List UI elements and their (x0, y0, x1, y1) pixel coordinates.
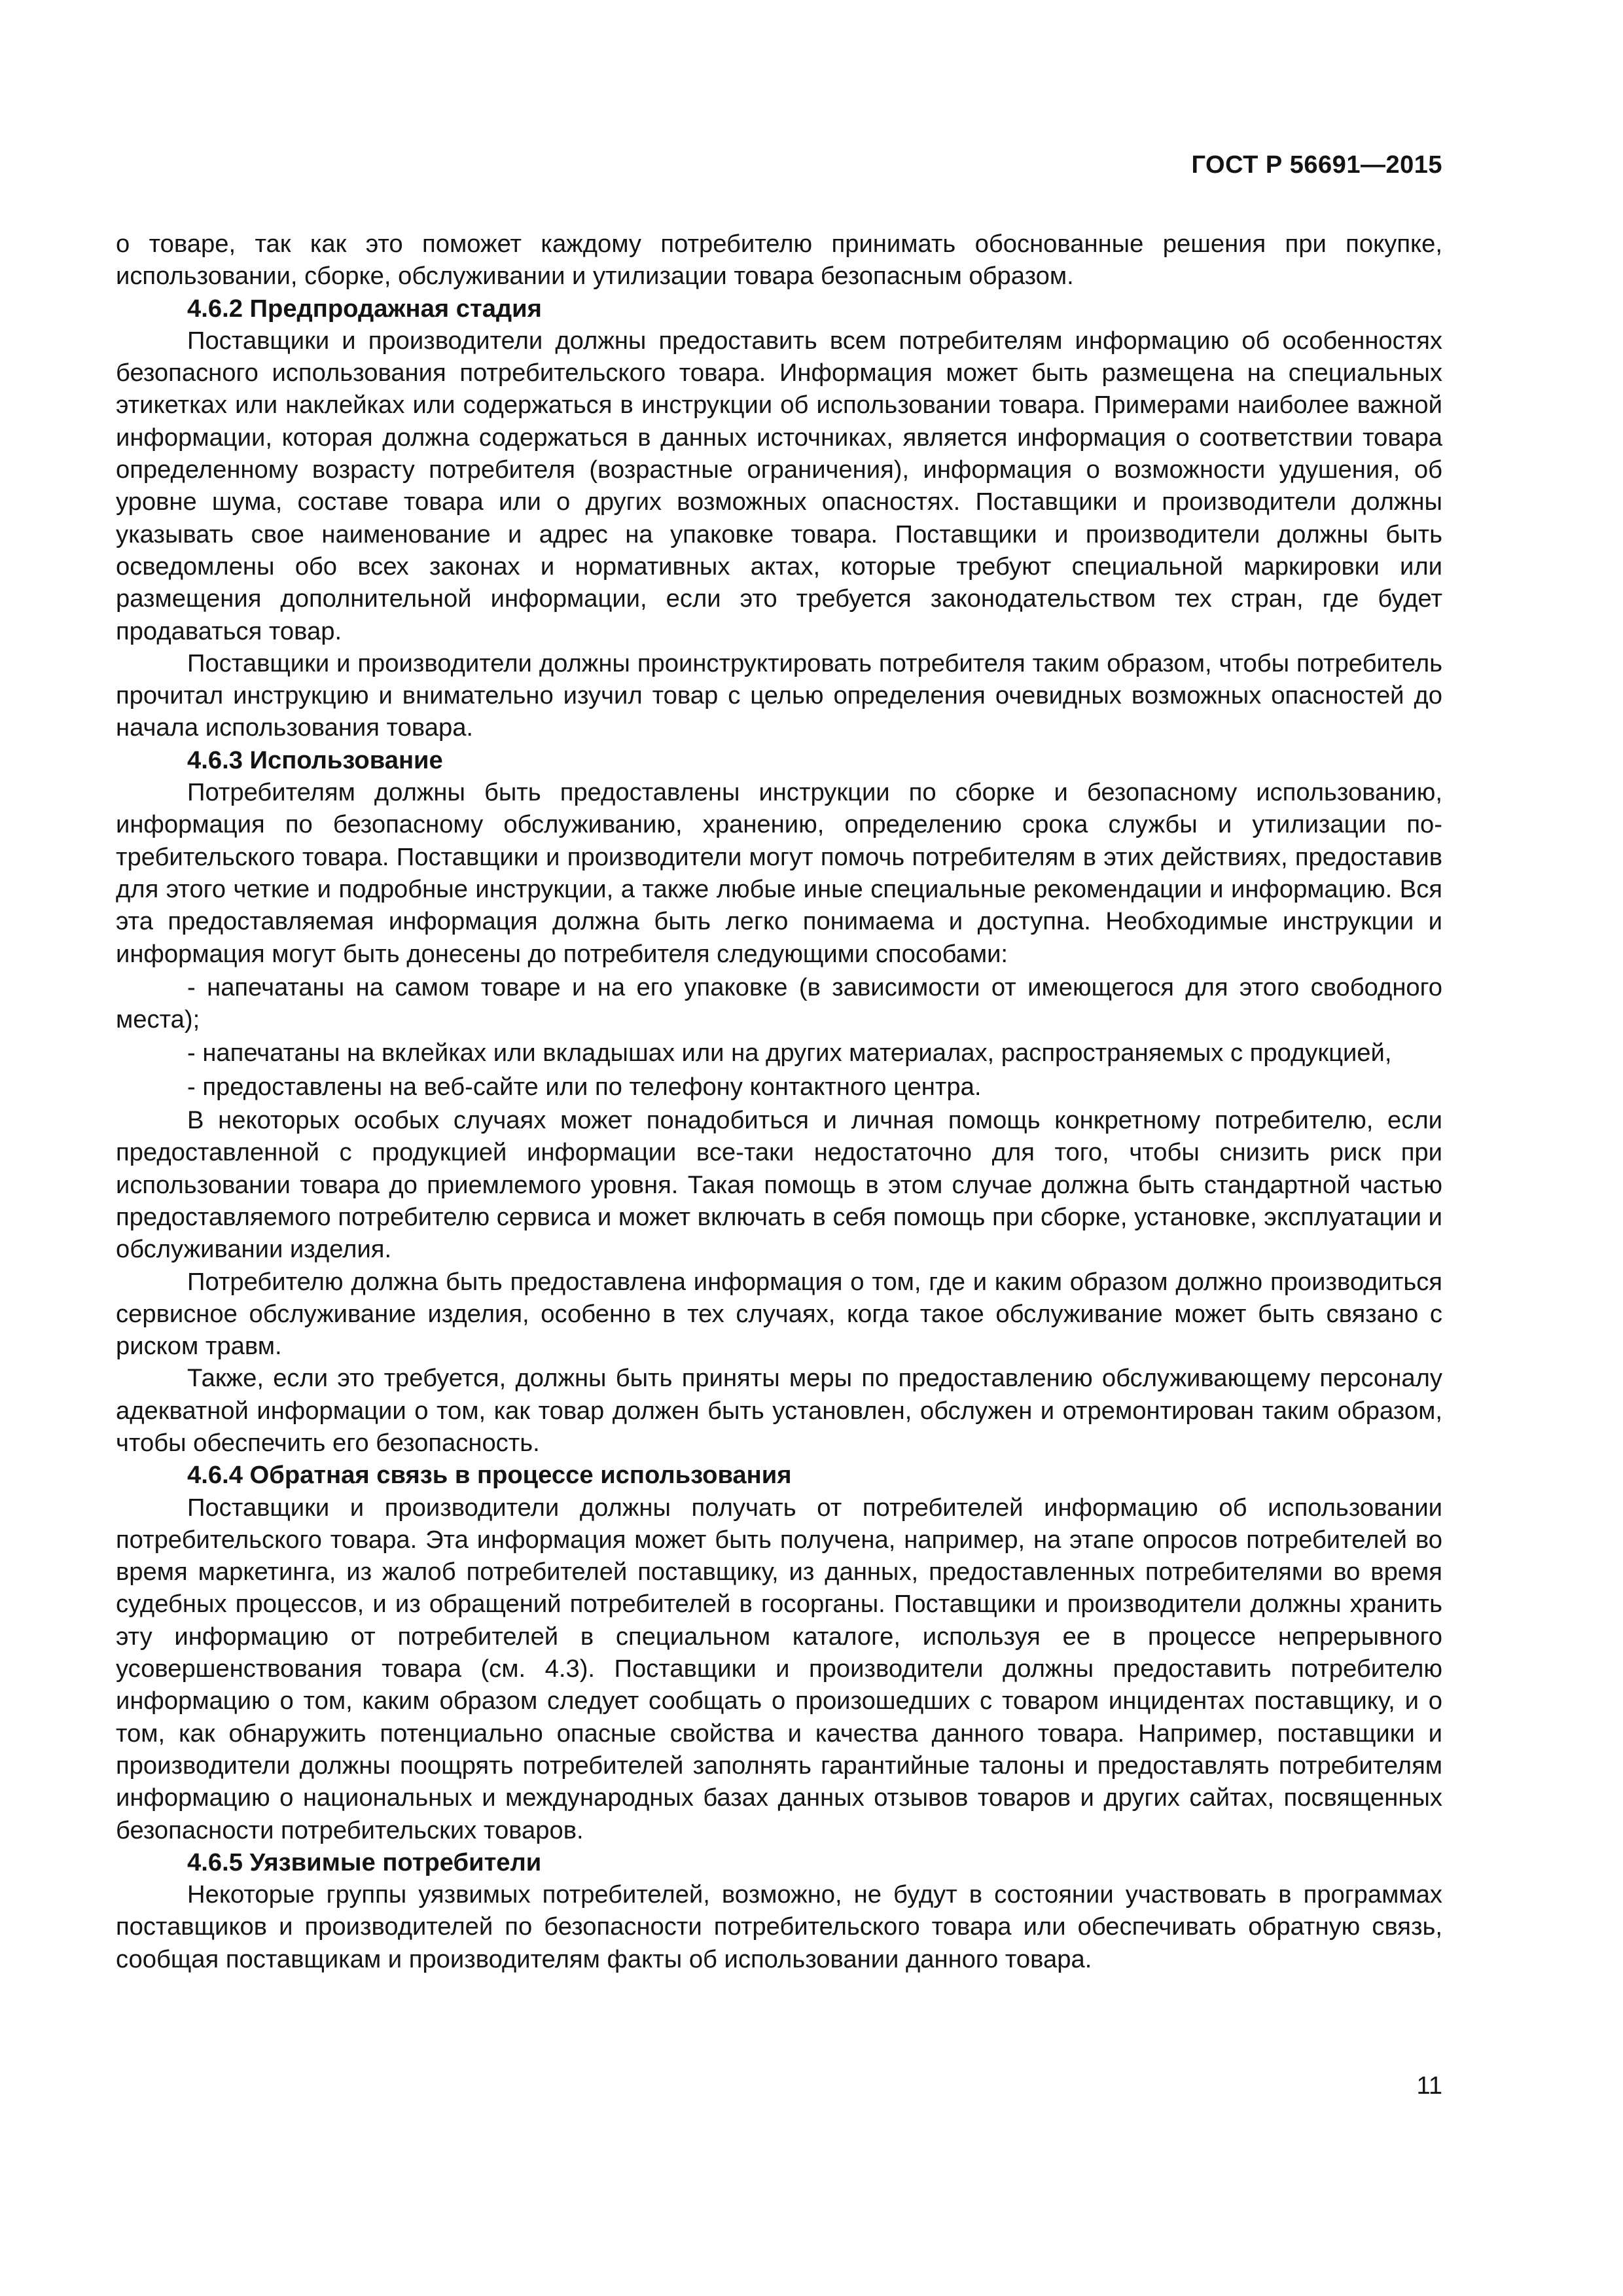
list-item-printed-on-inserts: - напечатаны на вклейках или вкладышах или на других материалах, распространяемых с продукцией, (187, 1039, 1392, 1067)
section-heading-4-6-2: 4.6.2 Предпродажная стадия (187, 294, 542, 323)
paragraph-4-6-2-a: Поставщики и производители должны предоставить всем потребителям информацию об особенностях безопасного использования потребительского товара. Информация может быть размещена на специальных этикетках или наклейках или содержаться в инструкции об использовании товара. Примерами наиболее важной информации, которая должна содержаться в данных источниках, является информация о соответствии товара определенному возрасту потребителя (возрастные ограничения), информация о возможности удушения, об уровне шума, составе товара или о других возможных опасностях. Поставщики и производители должны указывать свое наименование и адрес на упаковке товара. Поставщики и производители должны быть осведомлены обо всех законах и нормативных актах, которые требуют специальной маркировки или размещения дополнительной информации, если это требуется законодательством тех стран, где будет продаваться товар. (116, 326, 1442, 645)
paragraph-intro: о товаре, так как это поможет каждому потребителю принимать обоснованные решения при покупке, использовании, сборке, обслуживании и утилизации товара безопасным образом. (116, 230, 1442, 291)
paragraph-4-6-3-d: Также, если это требуется, должны быть приняты меры по предоставлению обслуживающему персоналу адекватной информации о том, как товар должен быть установлен, обслужен и отремонтирован таким образом, чтобы обеспечить его безопасность. (116, 1364, 1442, 1457)
paragraph-4-6-3-b: В некоторых особых случаях может понадобиться и личная помощь конкретному потребителю, если предоставленной с продукцией информации все-таки недостаточно для того, чтобы снизить риск при использовании товара до приемлемого уровня. Такая помощь в этом случае должна быть стандартной частью предоставляемого потребителю сервиса и может включать в себя помощь при сборке, установке, эксплуатации и обслуживании изделия. (116, 1106, 1442, 1264)
document-body (116, 228, 1442, 1975)
paragraph-4-6-3-c: Потребителю должна быть предоставлена информация о том, где и каким образом должно производиться сервисное обслуживание изделия, особенно в тех случаях, когда такое обслуживание может быть связано с риском травм. (116, 1267, 1442, 1361)
paragraph-4-6-4: Поставщики и производители должны получать от потребителей информацию об использовании потребительского товара. Эта информация может быть получена, например, на этапе опросов потребителей во время маркетинга, из жалоб потребителей поставщику, из данных, предоставленных потребителями во время судебных процессов, и из обращений потребителей в госорганы. Поставщики и производители должны хранить эту информацию от потребителей в специальном каталоге, используя ее в процессе непрерывного усовершенствования товара (см. 4.3). Поставщики и производители должны предоставить потребителю информацию о том, каким образом следует сообщать о произошедших с товаром инцидентах поставщику, и о том, как обнаружить потенциально опасные свойства и качества данного товара. Например, поставщики и производители должны поощрять потребителей заполнять гарантийные талоны и предоставлять потребителям информацию о национальных и международных базах данных отзывов товаров и других сайтах, посвященных безопасности потребительских товаров. (116, 1493, 1442, 1844)
document-code: ГОСТ Р 56691—2015 (1191, 151, 1442, 179)
section-heading-4-6-5: 4.6.5 Уязвимые потребители (187, 1848, 542, 1876)
section-heading-4-6-3: 4.6.3 Использование (187, 745, 443, 774)
paragraph-4-6-2-b: Поставщики и производители должны проинструктировать потребителя таким образом, чтобы потребитель прочитал инструкцию и внимательно изучил товар с целью определения очевидных возможных опасностей до начала использования товара. (116, 649, 1442, 742)
page-number: 11 (1416, 2072, 1442, 2100)
list-item-printed-on-product: - напечатаны на самом товаре и на его упаковке (в зависимости от имеющегося для этого свободного места); (116, 973, 1442, 1034)
section-heading-4-6-4: 4.6.4 Обратная связь в процессе использования (187, 1461, 792, 1490)
list-item-website-or-phone: - предоставлены на веб-сайте или по телефону контактного центра. (187, 1072, 982, 1101)
paragraph-4-6-5: Некоторые группы уязвимых потребителей, возможно, не будут в состоянии участвовать в программах поставщиков и производителей по безопасности потребительского товара или обеспечивать обратную связь, сообщая поставщикам и производителям факты об использовании данного товара. (116, 1880, 1442, 1973)
paragraph-4-6-3-a: Потребителям должны быть предоставлены инструкции по сборке и безопасному использованию, информация по безопасному обслуживанию, хранению, определению срока службы и утилизации потребительского товара. Поставщики и производители могут помочь потребителям в этих действиях, предоставив для этого четкие и подробные инструкции, а также любые иные специальные рекомендации и информацию. Вся эта предоставляемая информация должна быть легко понимаема и доступна. Необходимые инструкции и информация могут быть донесены до потребителя следующими способами: (116, 778, 1442, 968)
